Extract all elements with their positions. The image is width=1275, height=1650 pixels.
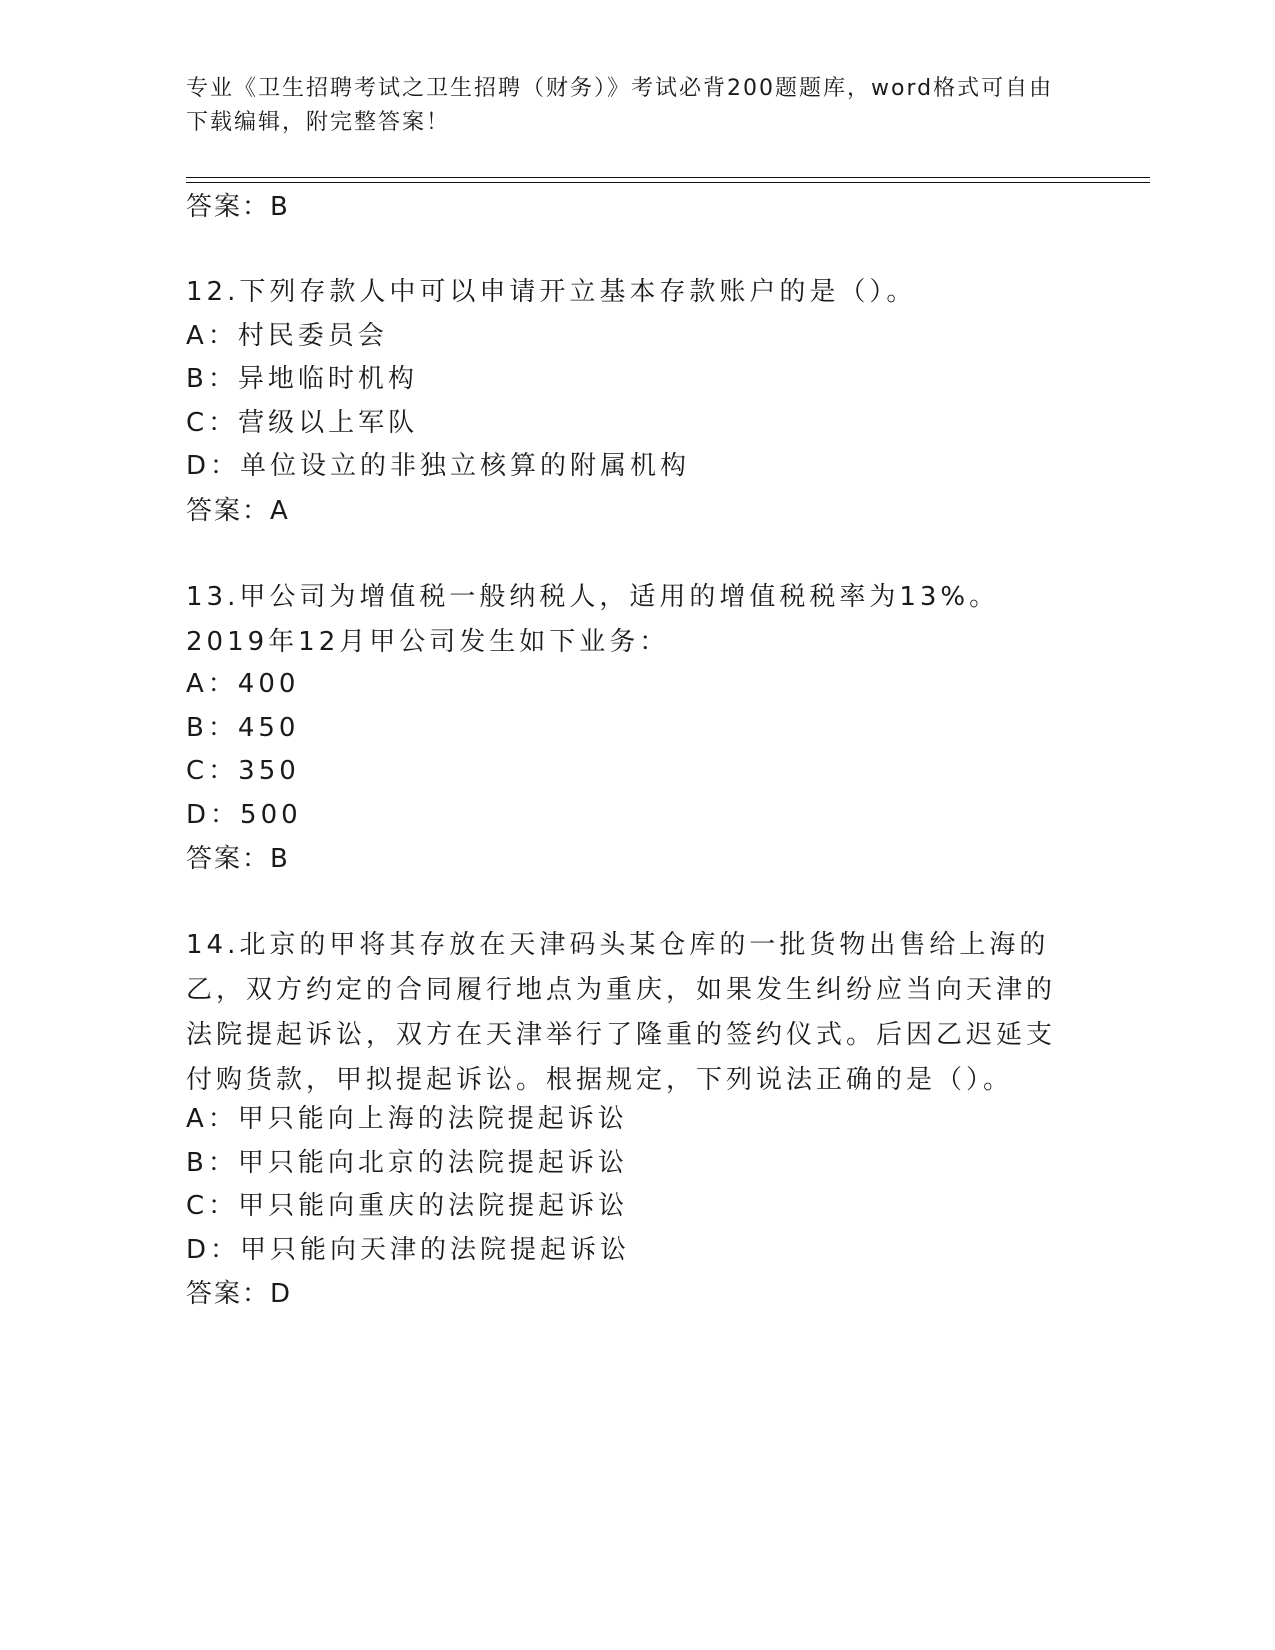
question-13-text: 13.甲公司为增值税一般纳税人，适用的增值税税率为13%。2019年12月甲公司发生如下业务： [186,582,1000,657]
question-14-option-b: B：甲只能向北京的法院提起诉讼 [186,1148,628,1178]
question-14-option-d: D：甲只能向天津的法院提起诉讼 [186,1235,631,1265]
question-13-option-a: A：400 [186,669,300,699]
answer-q13: 答案：B [186,844,290,874]
document-header: 专业《卫生招聘考试之卫生招聘（财务）》考试必背200题题库，word格式可自由下载编辑，附完整答案！ [186,76,1054,135]
question-12-option-a: A：村民委员会 [186,321,388,351]
question-12-option-d: D：单位设立的非独立核算的附属机构 [186,451,691,481]
question-13-option-d: D：500 [186,800,302,830]
question-12-text: 12.下列存款人中可以申请开立基本存款账户的是（）。 [186,277,917,307]
answer-q11: 答案：B [186,192,290,222]
question-13-option-b: B：450 [186,713,300,743]
header-divider-bottom [186,182,1150,183]
question-12-option-b: B：异地临时机构 [186,364,418,394]
header-divider-top [186,177,1150,178]
question-12-option-c: C：营级以上军队 [186,408,419,438]
answer-q14: 答案：D [186,1279,293,1309]
answer-q12: 答案：A [186,496,290,526]
question-14-text: 14.北京的甲将其存放在天津码头某仓库的一批货物出售给上海的乙，双方约定的合同履行地点为重庆，如果发生纠纷应当向天津的法院提起诉讼，双方在天津举行了隆重的签约仪式。后因乙迟延支付购货款，甲拟提起诉讼。根据规定，下列说法正确的是（）。 [186,930,1057,1095]
question-13-option-c: C：350 [186,756,300,786]
question-14-option-a: A：甲只能向上海的法院提起诉讼 [186,1104,628,1134]
question-14-option-c: C：甲只能向重庆的法院提起诉讼 [186,1191,629,1221]
